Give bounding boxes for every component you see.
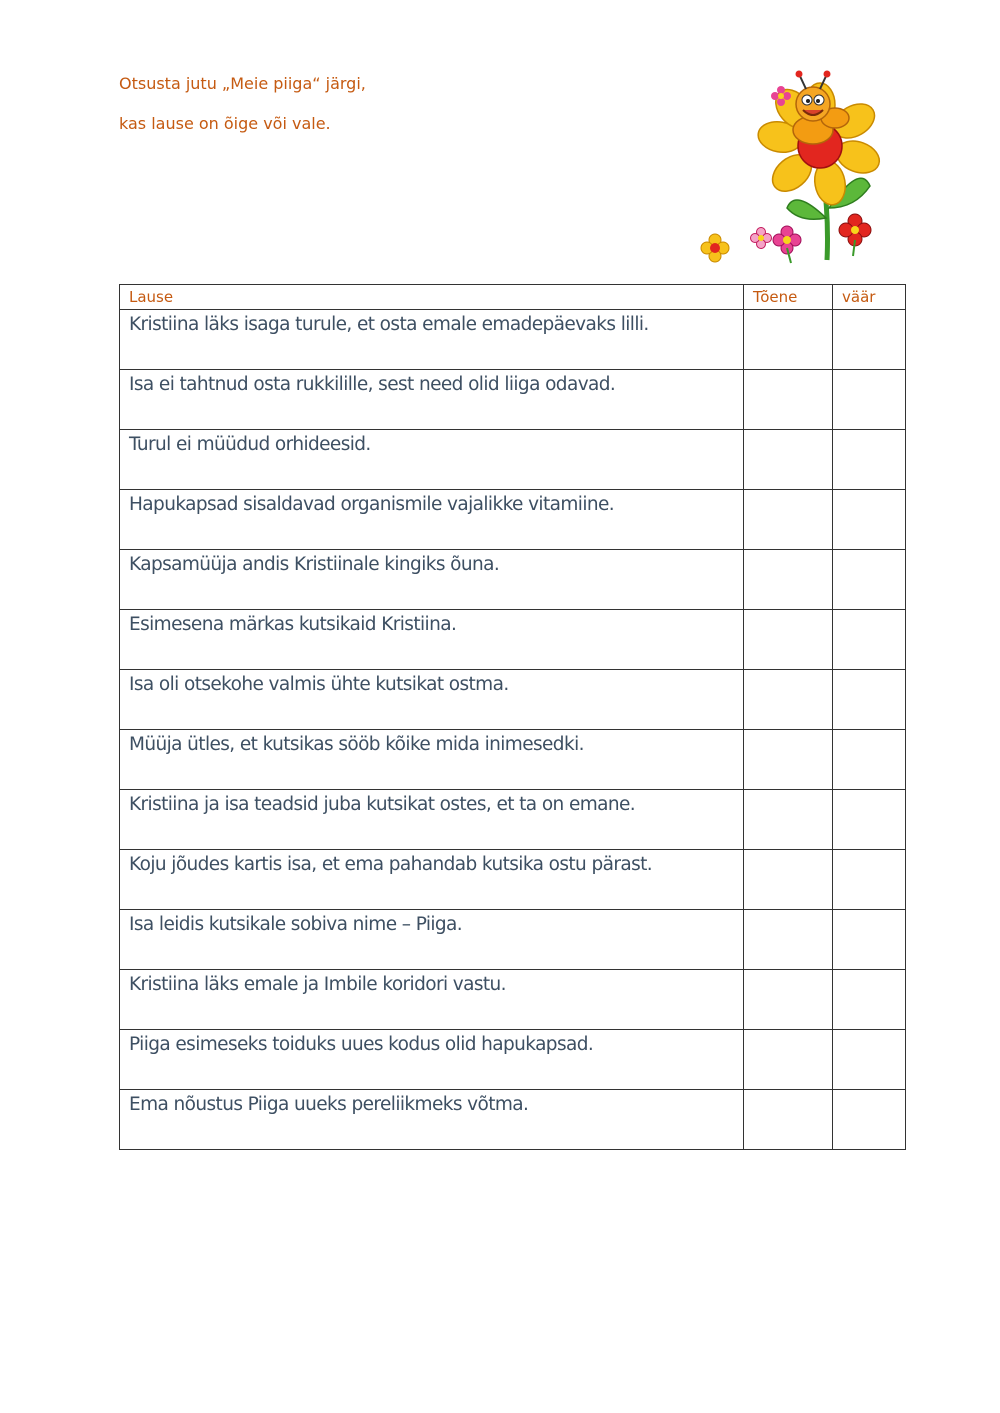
- table-row: [120, 730, 906, 790]
- false-answer-cell[interactable]: [833, 370, 906, 430]
- instruction-line-1: Otsusta jutu „Meie piiga“ järgi,: [119, 74, 366, 93]
- false-answer-cell[interactable]: [833, 1090, 906, 1150]
- table-row: [120, 670, 906, 730]
- true-answer-cell[interactable]: [744, 610, 833, 670]
- true-answer-cell[interactable]: [744, 370, 833, 430]
- false-answer-cell[interactable]: [833, 1030, 906, 1090]
- sentence-cell: Isa leidis kutsikale sobiva nime – Piiga.: [120, 910, 744, 970]
- header-true: Tõene: [744, 285, 833, 310]
- false-answer-cell[interactable]: [833, 490, 906, 550]
- table-row: [120, 970, 906, 1030]
- true-answer-cell[interactable]: [744, 850, 833, 910]
- true-answer-cell[interactable]: [744, 1090, 833, 1150]
- true-answer-cell[interactable]: [744, 670, 833, 730]
- table-row: [120, 790, 906, 850]
- false-answer-cell[interactable]: [833, 610, 906, 670]
- false-answer-cell[interactable]: [833, 850, 906, 910]
- sentence-cell: Isa oli otsekohe valmis ühte kutsikat ostma.: [120, 670, 744, 730]
- true-answer-cell[interactable]: [744, 730, 833, 790]
- table-row: [120, 310, 906, 370]
- instruction-line-2: kas lause on õige või vale.: [119, 114, 331, 133]
- true-answer-cell[interactable]: [744, 790, 833, 850]
- table-row: [120, 490, 906, 550]
- sentence-cell: Kristiina ja isa teadsid juba kutsikat ostes, et ta on emane.: [120, 790, 744, 850]
- table-row: [120, 1090, 906, 1150]
- true-answer-cell[interactable]: [744, 910, 833, 970]
- false-answer-cell[interactable]: [833, 970, 906, 1030]
- table-row: [120, 910, 906, 970]
- sentence-cell: Esimesena märkas kutsikaid Kristiina.: [120, 610, 744, 670]
- true-answer-cell[interactable]: [744, 430, 833, 490]
- false-answer-cell[interactable]: [833, 730, 906, 790]
- false-answer-cell[interactable]: [833, 310, 906, 370]
- bee-on-flower-icon: [695, 68, 885, 268]
- false-answer-cell[interactable]: [833, 430, 906, 490]
- table-row: [120, 430, 906, 490]
- header-false: väär: [833, 285, 906, 310]
- sentence-cell: Kapsamüüja andis Kristiinale kingiks õuna.: [120, 550, 744, 610]
- false-answer-cell[interactable]: [833, 790, 906, 850]
- sentence-cell: Turul ei müüdud orhideesid.: [120, 430, 744, 490]
- true-answer-cell[interactable]: [744, 970, 833, 1030]
- table-row: [120, 370, 906, 430]
- table-header-row: [120, 285, 906, 310]
- sentence-cell: Kristiina läks isaga turule, et osta emale emadepäevaks lilli.: [120, 310, 744, 370]
- table-row: [120, 850, 906, 910]
- false-answer-cell[interactable]: [833, 670, 906, 730]
- true-false-table: [119, 284, 906, 1150]
- true-answer-cell[interactable]: [744, 490, 833, 550]
- sentence-cell: Isa ei tahtnud osta rukkilille, sest need olid liiga odavad.: [120, 370, 744, 430]
- sentence-cell: Ema nõustus Piiga uueks pereliikmeks võtma.: [120, 1090, 744, 1150]
- bee-flower-illustration: [695, 68, 885, 268]
- true-answer-cell[interactable]: [744, 310, 833, 370]
- table-row: [120, 1030, 906, 1090]
- sentence-cell: Kristiina läks emale ja Imbile koridori vastu.: [120, 970, 744, 1030]
- sentence-cell: Piiga esimeseks toiduks uues kodus olid hapukapsad.: [120, 1030, 744, 1090]
- sentence-cell: Koju jõudes kartis isa, et ema pahandab kutsika ostu pärast.: [120, 850, 744, 910]
- false-answer-cell[interactable]: [833, 910, 906, 970]
- true-answer-cell[interactable]: [744, 1030, 833, 1090]
- header-sentence: Lause: [120, 285, 744, 310]
- instructions: [119, 72, 366, 152]
- false-answer-cell[interactable]: [833, 550, 906, 610]
- table-row: [120, 550, 906, 610]
- sentence-cell: Müüja ütles, et kutsikas sööb kõike mida inimesedki.: [120, 730, 744, 790]
- sentence-cell: Hapukapsad sisaldavad organismile vajalikke vitamiine.: [120, 490, 744, 550]
- table-row: [120, 610, 906, 670]
- true-answer-cell[interactable]: [744, 550, 833, 610]
